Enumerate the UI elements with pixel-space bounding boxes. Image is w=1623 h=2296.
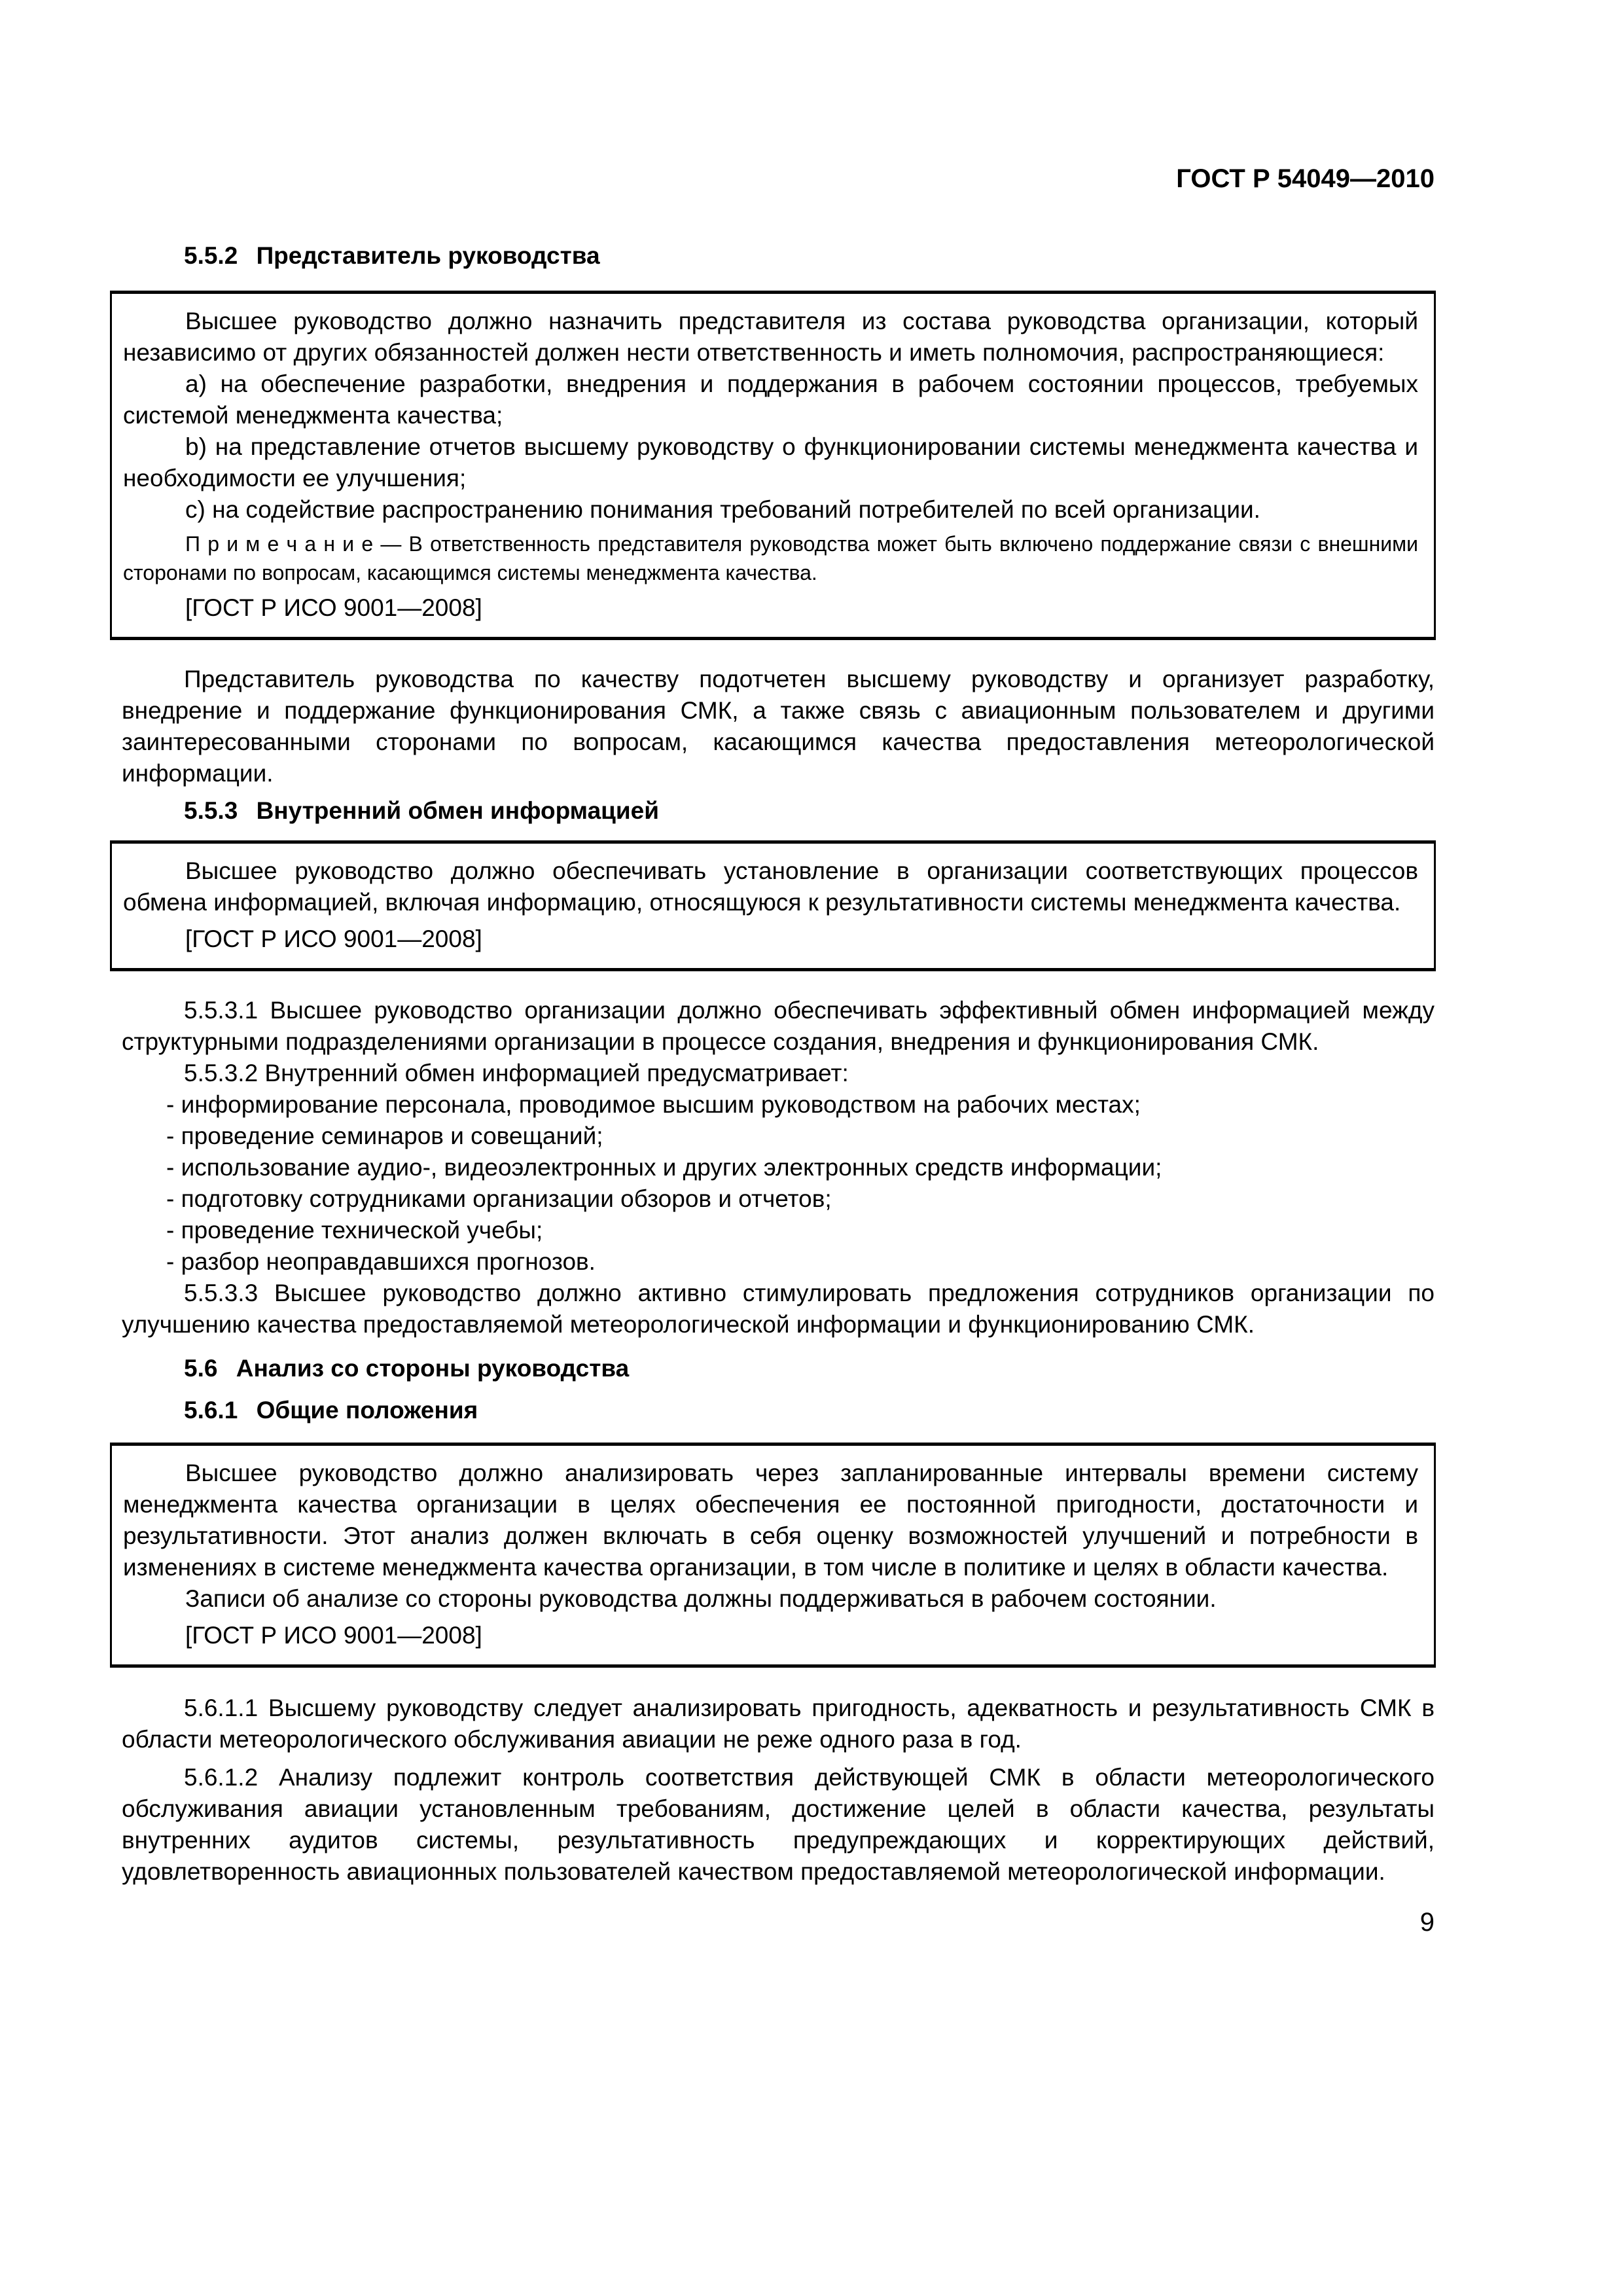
- quote-intro-paragraph: Высшее руководство должно анализировать через запланированные интервалы времени систему менеджмента качества организации в целях обеспечения ее постоянной пригодности, достаточности и результативности. Этот анализ должен включать в себя оценку возможностей улучшений и потребности в изменениях в системе менеджмента качества организации, в том числе в политике и целях в области качества.: [123, 1460, 1418, 1581]
- section-number: 5.5.3: [184, 797, 238, 824]
- section-number: 5.6.1: [184, 1397, 238, 1424]
- standard-reference: ГОСТ Р 54049—2010: [1176, 164, 1435, 193]
- quote-intro-paragraph: Высшее руководство должно назначить представителя из состава руководства организации, который независимо от других обязанностей должен нести ответственность и иметь полномочия, распространяющиеся:: [123, 308, 1418, 366]
- section-heading-5-6-1: [122, 1395, 1435, 1426]
- section-heading-5-5-3: [122, 796, 1435, 826]
- section-number: 5.5.2: [184, 242, 238, 269]
- quote-list-item-a: a) на обеспечение разработки, внедрения и поддержания в рабочем состоянии процессов, требуемых системой менеджмента качества;: [123, 370, 1418, 429]
- paragraph-5-6-1-1: 5.6.1.1 Высшему руководству следует анализировать пригодность, адекватность и результативность СМК в области метеорологического обслуживания авиации не реже одного раза в год.: [122, 1695, 1435, 1753]
- paragraph-5-5-3-3: 5.5.3.3 Высшее руководство должно активно стимулировать предложения сотрудников организации по улучшению качества предоставляемой метеорологической информации и функционированию СМК.: [122, 1280, 1435, 1338]
- list-item: - проведение семинаров и совещаний;: [166, 1122, 603, 1149]
- quote-list-item-b: b) на представление отчетов высшему руководству о функционировании системы менеджмента качества и необходимости ее улучшения;: [123, 433, 1418, 492]
- document-header: [122, 164, 1435, 194]
- quote-source-reference: [ГОСТ Р ИСО 9001—2008]: [185, 925, 482, 952]
- section-title: Анализ со стороны руководства: [236, 1355, 630, 1382]
- paragraph-5-5-2-body: Представитель руководства по качеству подотчетен высшему руководству и организует разработку, внедрение и поддержание функционирования СМК, а также связь с авиационным пользователем и другими заинтересованными сторонами по вопросам, касающимся качества предоставления метеорологической информации.: [122, 666, 1435, 787]
- paragraph-5-5-3-2: 5.5.3.2 Внутренний обмен информацией предусматривает:: [184, 1060, 849, 1086]
- list-item: - информирование персонала, проводимое высшим руководством на рабочих местах;: [166, 1091, 1141, 1118]
- quote-list-item-c: c) на содействие распространению понимания требований потребителей по всей организации.: [185, 496, 1260, 523]
- quote-note: П р и м е ч а н и е — В ответственность представителя руководства может быть включено поддержание связи с внешними сторонами по вопросам, касающимся системы менеджмента качества.: [123, 532, 1418, 584]
- quote-source-reference: [ГОСТ Р ИСО 9001—2008]: [185, 1622, 482, 1649]
- list-item: - подготовку сотрудниками организации обзоров и отчетов;: [166, 1185, 832, 1212]
- quote-box-internal-communication: [110, 840, 1436, 971]
- list-item: - разбор неоправдавшихся прогнозов.: [166, 1248, 596, 1275]
- quote-source-reference: [ГОСТ Р ИСО 9001—2008]: [185, 594, 482, 621]
- section-heading-5-6: [122, 1354, 1435, 1384]
- paragraph-5-6-1-2: 5.6.1.2 Анализу подлежит контроль соответствия действующей СМК в области метеорологического обслуживания авиации установленным требованиям, достижение целей в области качества, результаты внутренних аудитов системы, результативность предупреждающих и корректирующих действий, удовлетворенность авиационных пользователей качеством предоставляемой метеорологической информации.: [122, 1764, 1435, 1885]
- quote-records-paragraph: Записи об анализе со стороны руководства должны поддерживаться в рабочем состоянии.: [185, 1585, 1217, 1612]
- section-title: Внутренний обмен информацией: [256, 797, 659, 824]
- quote-intro-paragraph: Высшее руководство должно обеспечивать установление в организации соответствующих процессов обмена информацией, включая информацию, относящуюся к результативности системы менеджмента качества.: [123, 857, 1418, 916]
- paragraph-5-5-3-1: 5.5.3.1 Высшее руководство организации должно обеспечивать эффективный обмен информацией между структурными подразделениями организации в процессе создания, внедрения и функционирования СМК.: [122, 997, 1435, 1055]
- list-item: - использование аудио-, видеоэлектронных и других электронных средств информации;: [166, 1154, 1162, 1181]
- list-item: - проведение технической учебы;: [166, 1217, 543, 1244]
- section-title: Общие положения: [256, 1397, 478, 1424]
- quote-box-management-review: [110, 1443, 1436, 1668]
- section-number: 5.6: [184, 1355, 218, 1382]
- page-number: 9: [1419, 1908, 1435, 1937]
- quote-box-management-representative: [110, 291, 1436, 640]
- section-title: Представитель руководства: [256, 242, 600, 269]
- document-footer: [122, 1907, 1435, 1937]
- section-heading-5-5-2: [122, 241, 1435, 271]
- communication-methods-list: [122, 1089, 1435, 1278]
